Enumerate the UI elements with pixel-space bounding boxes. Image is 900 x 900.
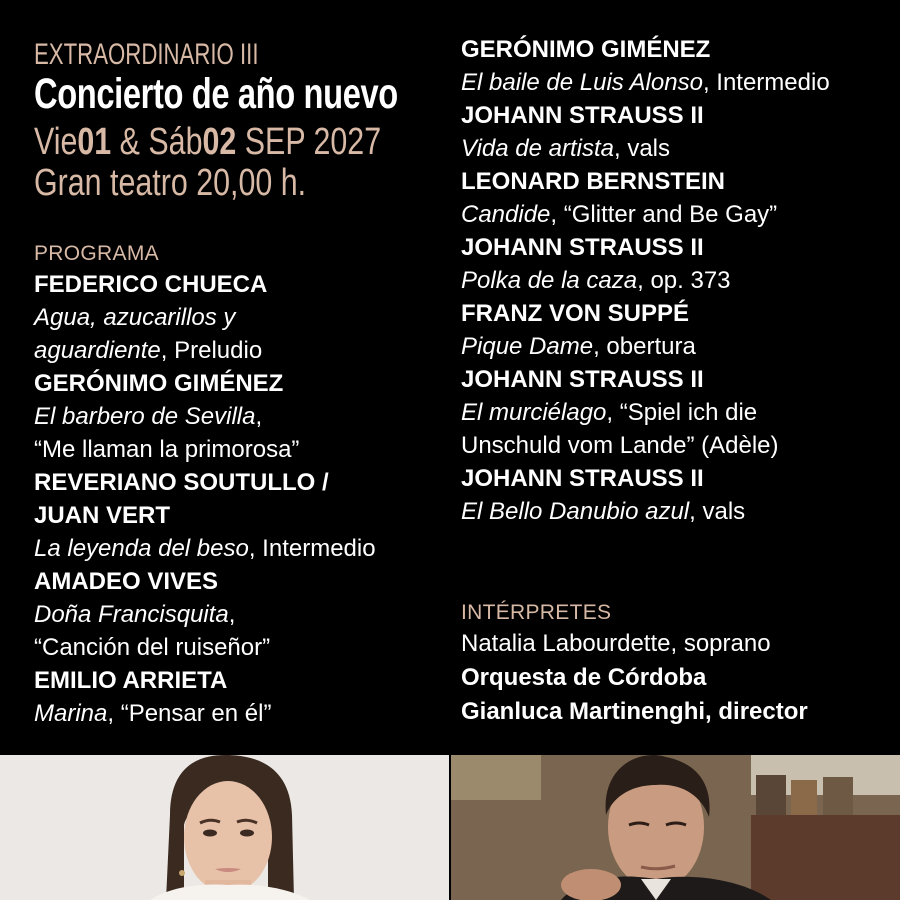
program-item: [34, 367, 444, 466]
piece-title: Polka de la caza, op. 373: [461, 267, 731, 294]
program-list-left: [34, 268, 444, 730]
orchestra: Orquesta de Córdoba: [461, 664, 707, 691]
piece-title: Vida de artista, vals: [461, 135, 671, 162]
program-item: [34, 565, 444, 664]
composer-name: AMADEO VIVES: [34, 568, 219, 595]
composer-name: REVERIANO SOUTULLO /: [34, 469, 329, 496]
piece-title: El Bello Danubio azul, vals: [461, 498, 746, 525]
composer-name: GERÓNIMO GIMÉNEZ: [461, 36, 711, 63]
piece-title: “Me llaman la primorosa”: [34, 436, 300, 463]
piece-title: Marina, “Pensar en él”: [34, 700, 272, 727]
composer-name: FEDERICO CHUECA: [34, 271, 268, 298]
program-item: [461, 297, 891, 363]
performers-label: INTÉRPRETES: [461, 601, 612, 624]
edition-label: EXTRAORDINARIO III: [34, 38, 259, 71]
soprano-portrait-icon: [0, 755, 449, 900]
piece-title: Unschuld vom Lande” (Adèle): [461, 432, 779, 459]
piece-title: La leyenda del beso, Intermedio: [34, 535, 376, 562]
piece-title: “Canción del ruiseñor”: [34, 634, 271, 661]
program-item: [34, 664, 444, 730]
composer-name: GERÓNIMO GIMÉNEZ: [34, 370, 284, 397]
piece-title: Doña Francisquita,: [34, 601, 236, 628]
composer-name: JOHANN STRAUSS II: [461, 234, 704, 261]
composer-name: JUAN VERT: [34, 502, 171, 529]
composer-name: FRANZ VON SUPPÉ: [461, 300, 690, 327]
piece-title: El murciélago, “Spiel ich die: [461, 399, 758, 426]
concert-title: Concierto de año nuevo: [34, 70, 398, 118]
concert-venue-time: Gran teatro 20,00 h.: [34, 162, 307, 204]
piece-title: Candide, “Glitter and Be Gay”: [461, 201, 778, 228]
soprano-photo: [0, 755, 449, 900]
composer-name: LEONARD BERNSTEIN: [461, 168, 726, 195]
soloist: Natalia Labourdette, soprano: [461, 630, 771, 657]
program-item: [461, 462, 891, 528]
director: Gianluca Martinenghi, director: [461, 698, 808, 725]
concert-dates: Vie01 & Sáb02 SEP 2027: [34, 121, 382, 163]
composer-name: JOHANN STRAUSS II: [461, 102, 704, 129]
program-item: [34, 268, 444, 367]
program-item: [461, 165, 891, 231]
composer-name: JOHANN STRAUSS II: [461, 465, 704, 492]
program-list-right: [461, 33, 891, 528]
program-item: [461, 99, 891, 165]
piece-title: Agua, azucarillos y: [34, 304, 236, 331]
program-item: [34, 466, 444, 565]
piece-title: El barbero de Sevilla,: [34, 403, 263, 430]
program-item: [461, 363, 891, 462]
program-item: [461, 231, 891, 297]
piece-title: aguardiente, Preludio: [34, 337, 263, 364]
director-photo: [451, 755, 900, 900]
performers-list: [461, 627, 891, 729]
piece-title: Pique Dame, obertura: [461, 333, 696, 360]
program-label: PROGRAMA: [34, 242, 159, 265]
program-item: [461, 33, 891, 99]
composer-name: EMILIO ARRIETA: [34, 667, 228, 694]
director-portrait-icon: [451, 755, 900, 900]
piece-title: El baile de Luis Alonso, Intermedio: [461, 69, 830, 96]
composer-name: JOHANN STRAUSS II: [461, 366, 704, 393]
